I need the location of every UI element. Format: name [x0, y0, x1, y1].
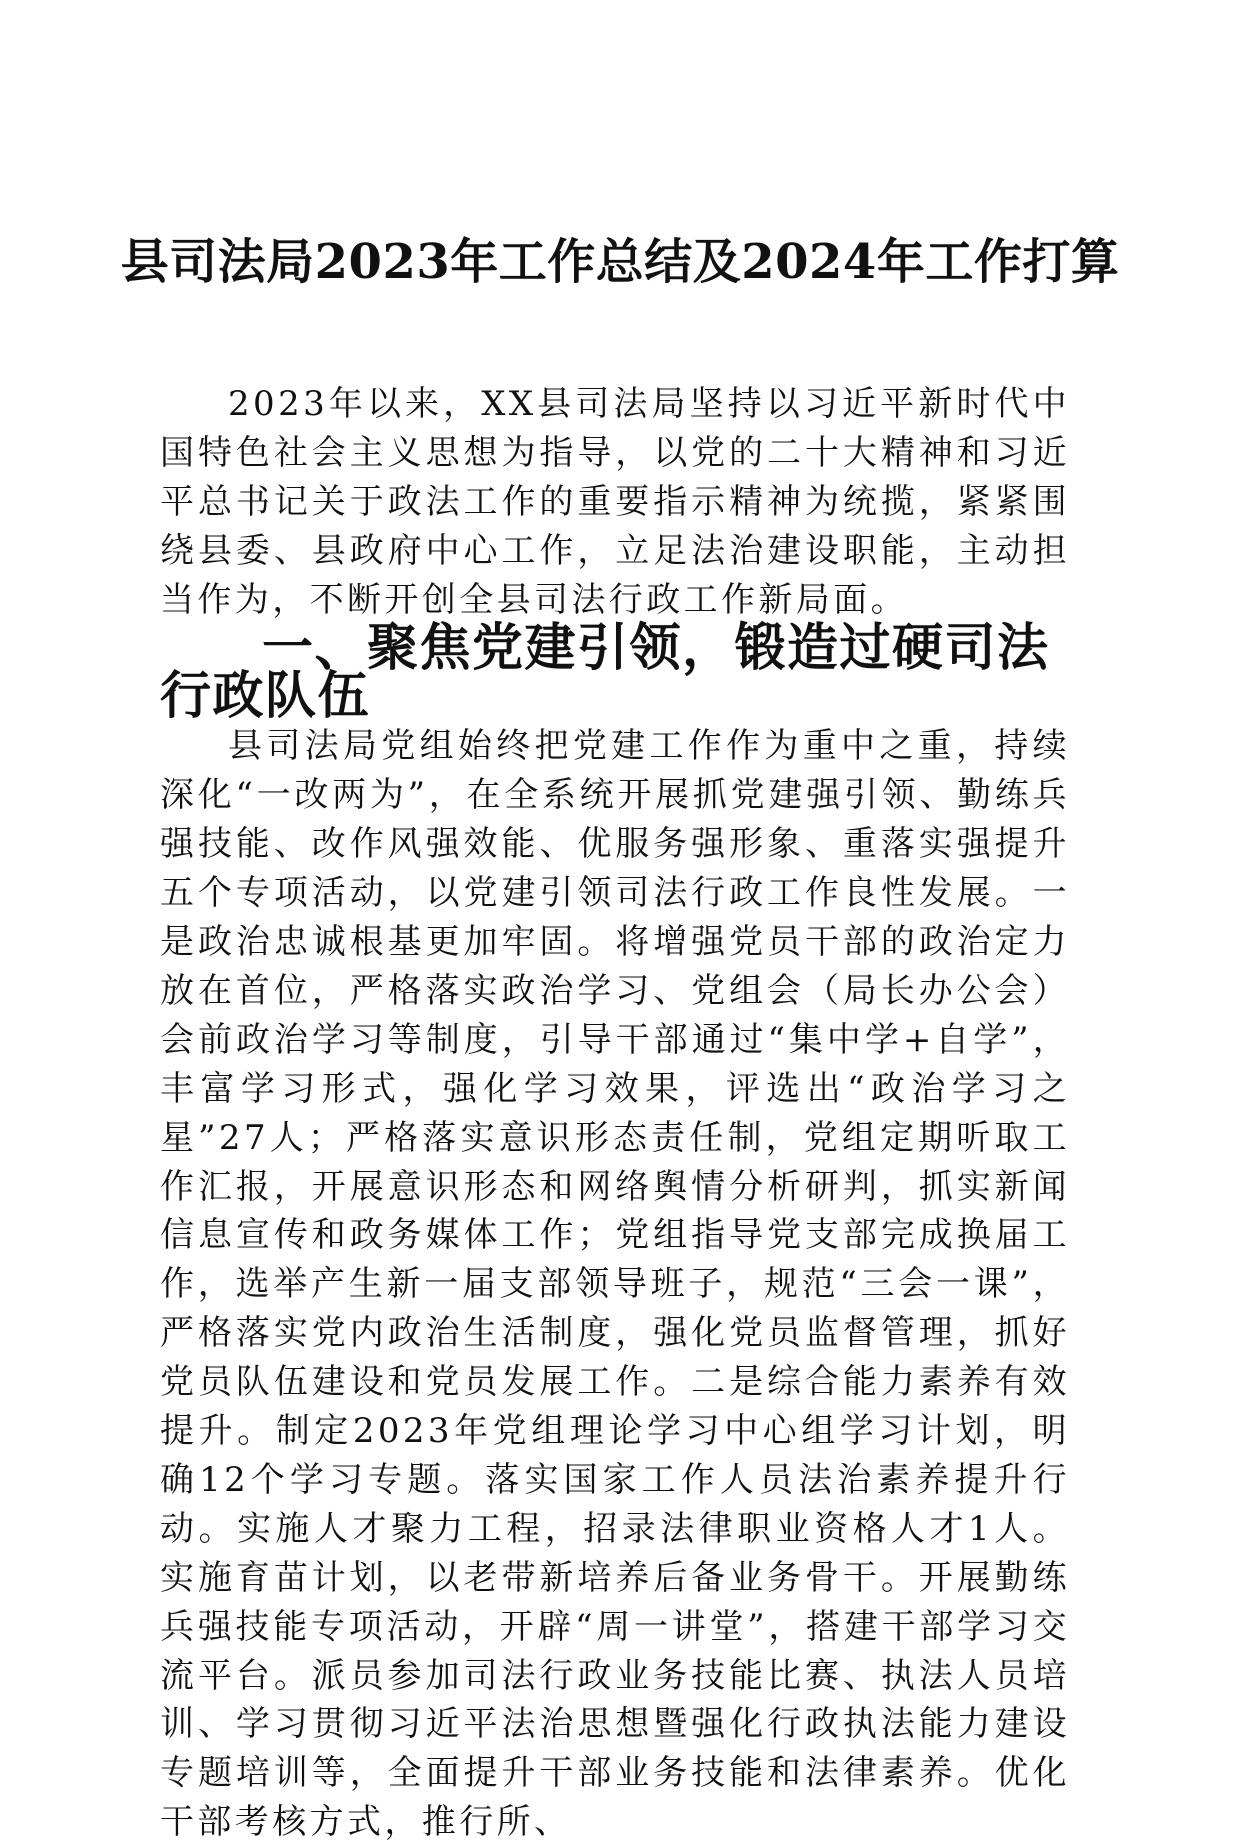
section-paragraph: 县司法局党组始终把党建工作作为重中之重，持续深化“一改两为”，在全系统开展抓党建强引领、勤练兵强技能、改作风强效能、优服务强形象、重落实强提升五个专项活动，以党建引领司法行政工作良性发展。一是政治忠诚根基更加牢固。将增强党员干部的政治定力放在首位，严格落实政治学习、党组会（局长办公会）会前政治学习等制度，引导干部通过“集中学+自学”，丰富学习形式，强化学习效果，评选出“政治学习之星”27人；严格落实意识形态责任制，党组定期听取工作汇报，开展意识形态和网络舆情分析研判，抓实新闻信息宣传和政务媒体工作；党组指导党支部完成换届工作，选举产生新一届支部领导班子，规范“三会一课”，严格落实党内政治生活制度，强化党员监督管理，抓好党员队伍建设和党员发展工作。二是综合能力素养有效提升。制定2023年党组理论学习中心组学习计划，明确12个学习专题。落实国家工作人员法治素养提升行动。实施人才聚力工程，招录法律职业资格人才1人。实施育苗计划，以老带新培养后备业务骨干。开展勤练兵强技能专项活动，开辟“周一讲堂”，搭建干部学习交流平台。派员参加司法行政业务技能比赛、执法人员培训、学习贯彻习近平法治思想暨强化行政执法能力建设专题培训等，全面提升干部业务技能和法律素养。优化干部考核方式，推行所、 [160, 726, 1070, 1843]
document-body [160, 380, 1070, 1847]
section-heading: 一、聚焦党建引领，锻造过硬司法行政队伍 [160, 618, 1050, 727]
document-title: 县司法局2023年工作总结及2024年工作打算 [120, 234, 1120, 290]
intro-paragraph: 2023年以来，XX县司法局坚持以习近平新时代中国特色社会主义思想为指导，以党的二十大精神和习近平总书记关于政法工作的重要指示精神为统揽，紧紧围绕县委、县政府中心工作，立足法治建设职能，主动担当作为，不断开创全县司法行政工作新局面。 [160, 384, 1070, 620]
